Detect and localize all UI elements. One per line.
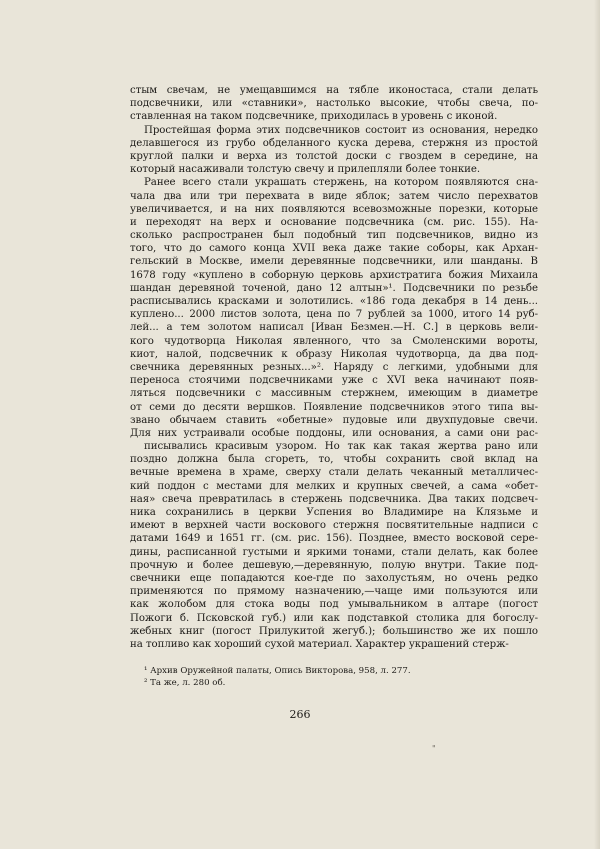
footnote: ¹ Архив Оружейной палаты, Опись Викторова, 958, л. 277.	[144, 666, 411, 676]
text-line: имеют в верхней части воскового стержня посвятительные надписи с	[130, 520, 538, 532]
text-line: звано обычаем ставить «обетные» пудовые или двухпудовые свечи.	[130, 414, 538, 426]
text-line: от семи до десяти вершков. Появление подсвечников этого типа вы-	[130, 401, 538, 413]
text-line: сколько распространен был подобный тип подсвечников, видно из	[130, 230, 538, 242]
text-line: стым свечам, не умещавшимся на тябле иконостаса, стали делать	[130, 85, 538, 96]
text-line: прочную и более дешевую,—деревянную, полую внутри. Такие под-	[130, 559, 538, 571]
text-line: поздно должна была сгореть, то, чтобы сохранить свой вклад на	[130, 454, 538, 466]
text-line: увеличивается, и на них появляются всевозможные порезки, которые	[130, 203, 538, 215]
text-line: ника сохранились в церкви Успения во Владимире на Клязьме и	[130, 507, 538, 518]
text-line: шандан деревяной точеной, дано 12 алтын»¹. Подсвечники по резьбе	[130, 282, 538, 294]
text-line: ная» свеча превратилась в стержень подсвечника. Два таких подсвеч-	[130, 493, 538, 505]
text-line: подсвечники, или «ставники», настолько высокие, чтобы свеча, по-	[130, 98, 538, 110]
text-line: вечные времена в храме, сверху стали делать чеканный металличес-	[130, 467, 538, 479]
text-line: лей... а тем золотом написал [Иван Безмен.—Н. С.] в церковь вели-	[130, 322, 538, 334]
footnote: ² Та же, л. 280 об.	[144, 677, 226, 688]
page-number: 266	[289, 708, 311, 721]
text-line: того, что до самого конца XVII века даже такие соборы, как Архан-	[130, 243, 538, 255]
text-line: Ранее всего стали украшать стержень, на котором появляются сна-	[144, 177, 538, 189]
text-line: датами 1649 и 1651 гг. (см. рис. 156). Позднее, вместо восковой сере-	[130, 533, 538, 545]
text-line: 1678 году «куплено в соборную церковь архистратига божия Михаила	[130, 269, 538, 281]
stray-mark: "	[432, 744, 436, 753]
text-line: свечники еще попадаются кое-где по захолустьям, но очень редко	[130, 572, 538, 584]
text-line: куплено... 2000 листов золота, цена по 7 рублей за 1000, итого 14 руб-	[130, 309, 538, 321]
text-line: делавшегося из грубо обделанного куска дерева, стержня из простой	[130, 137, 538, 149]
text-line: дины, расписанной густыми и яркими тонами, стали делать, как более	[130, 546, 538, 558]
text-line: Для них устраивали особые поддоны, или основания, а сами они рас-	[130, 427, 538, 439]
text-line: Простейшая форма этих подсвечников состоит из основания, нередко	[144, 124, 538, 136]
text-line: и переходят на верх и основание подсвечника (см. рис. 155). На-	[130, 216, 538, 228]
footnotes	[130, 666, 538, 689]
text-line: ляться подсвечники с массивным стержнем, имеющим в диаметре	[130, 388, 538, 400]
body-text	[130, 84, 538, 651]
text-line: ставленная на таком подсвечнике, приходилась в уровень с иконой.	[130, 111, 498, 123]
text-line: свечника деревянных резных...»². Наряду с легкими, удобными для	[130, 361, 538, 373]
scan-edge	[594, 0, 600, 849]
text-line: применяются по прямому назначению,—чаще ими пользуются или	[130, 586, 538, 598]
text-line: который насаживали толстую свечу и прилепляли более тонкие.	[130, 164, 481, 176]
text-line: Пожоги б. Псковской губ.) или как подставкой столика для богослу-	[130, 612, 538, 624]
text-line: кого чудотворца Николая явленного, что за Смоленскими вороты,	[130, 335, 538, 347]
text-line: жебных книг (погост Прилукитой жегуб.); большинство же их пошло	[130, 625, 538, 637]
text-line: киот, налой, подсвечник к образу Николая чудотворца, да два под-	[130, 348, 538, 360]
text-line: писывались красивым узором. Но так как такая жертва рано или	[144, 441, 538, 453]
text-line: кий поддон с местами для мелких и крупных свечей, а сама «обет-	[130, 480, 538, 492]
text-line: переноса стоячими подсвечниками уже с XVI века начинают появ-	[130, 375, 538, 387]
text-line: круглой палки и верха из толстой доски с гвоздем в середине, на	[130, 150, 538, 162]
text-line: на топливо как хороший сухой материал. Характер украшений стерж-	[130, 638, 509, 650]
text-line: расписывались красками и золотились. «186 года декабря в 14 день...	[130, 296, 538, 307]
text-line: как жолобом для стока воды под умывальником в алтаре (погост	[130, 599, 538, 611]
text-line: гельский в Москве, имели деревянные подсвечники, или шанданы. В	[130, 256, 538, 268]
text-line: чала два или три перехвата в виде яблок; затем число перехватов	[130, 190, 538, 202]
